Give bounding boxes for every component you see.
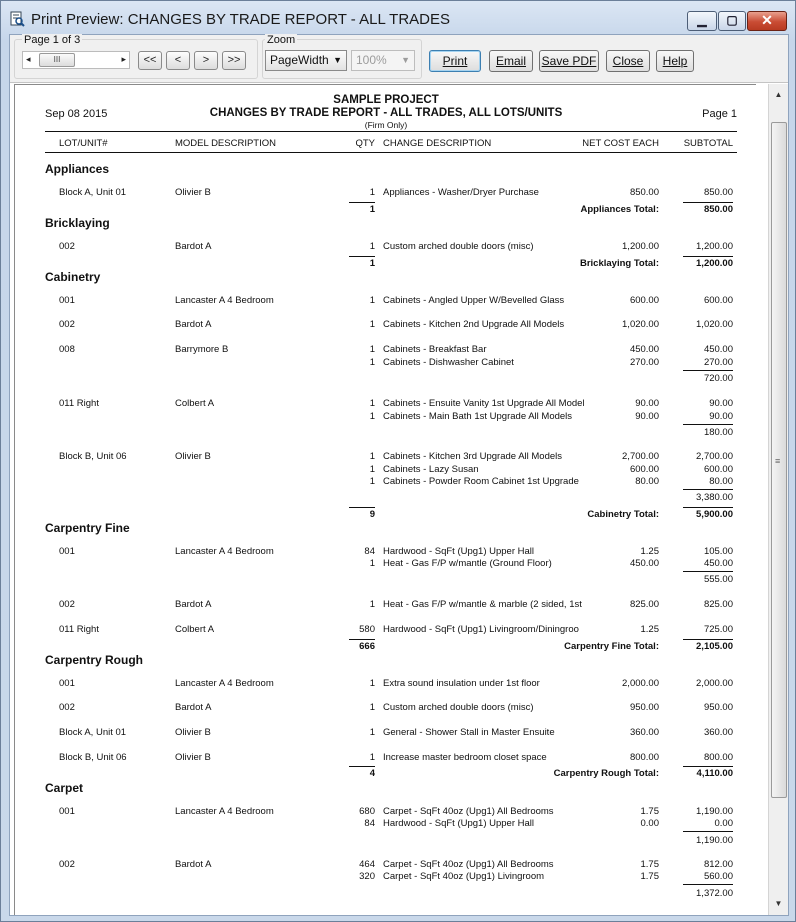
help-button[interactable]: Help bbox=[656, 50, 694, 72]
row-lot: 002 bbox=[59, 859, 75, 870]
row-change: Custom arched double doors (misc) bbox=[383, 702, 534, 713]
row-lot: 011 Right bbox=[59, 398, 99, 409]
section-qty-total: 1 bbox=[369, 258, 375, 269]
row-net-cost: 270.00 bbox=[629, 357, 659, 368]
column-header-qty: QTY bbox=[355, 138, 375, 149]
row-subtotal: 1,200.00 bbox=[696, 241, 733, 252]
zoom-mode-select[interactable] bbox=[265, 50, 347, 71]
row-net-cost: 1,020.00 bbox=[622, 319, 659, 330]
row-model: Lancaster A 4 Bedroom bbox=[175, 678, 274, 689]
scroll-down-icon[interactable]: ▼ bbox=[774, 899, 783, 908]
row-qty: 1 bbox=[369, 599, 375, 610]
save-pdf-button[interactable]: Save PDF bbox=[539, 50, 599, 72]
row-subtotal: 105.00 bbox=[703, 546, 733, 557]
row-model: Colbert A bbox=[175, 398, 215, 409]
row-net-cost: 450.00 bbox=[629, 558, 659, 569]
row-net-cost: 450.00 bbox=[629, 344, 659, 355]
report-title: CHANGES BY TRADE REPORT - ALL TRADES, ALL LOTS/UNITS bbox=[209, 107, 563, 119]
row-model: Olivier B bbox=[175, 187, 211, 198]
scrollbar-thumb[interactable] bbox=[771, 122, 787, 798]
section-total-amount: 4,110.00 bbox=[696, 768, 733, 779]
column-header-subtotal: SUBTOTAL bbox=[683, 138, 733, 149]
row-subtotal: 2,700.00 bbox=[696, 451, 733, 462]
window-title: Print Preview: CHANGES BY TRADE REPORT - ALL TRADES bbox=[31, 11, 451, 28]
maximize-button[interactable] bbox=[718, 11, 746, 31]
previous-page-button[interactable]: < bbox=[166, 51, 190, 70]
row-group-subtotal: 1,372.00 bbox=[696, 888, 733, 899]
row-net-cost: 1.25 bbox=[640, 546, 659, 557]
next-page-button[interactable]: > bbox=[194, 51, 218, 70]
close-icon: ✕ bbox=[761, 12, 773, 28]
row-net-cost: 90.00 bbox=[635, 398, 659, 409]
row-group-subtotal: 180.00 bbox=[703, 427, 733, 438]
column-header-divider bbox=[45, 152, 737, 153]
row-lot: 002 bbox=[59, 319, 75, 330]
row-net-cost: 1.75 bbox=[640, 859, 659, 870]
row-net-cost: 950.00 bbox=[629, 702, 659, 713]
row-group-subtotal: 1,190.00 bbox=[696, 835, 733, 846]
row-qty: 1 bbox=[369, 357, 375, 368]
row-qty: 1 bbox=[369, 344, 375, 355]
minimize-button[interactable] bbox=[687, 11, 717, 31]
row-subtotal: 950.00 bbox=[703, 702, 733, 713]
page-scrollbar[interactable] bbox=[22, 51, 130, 69]
qty-total-underline bbox=[349, 202, 375, 203]
report-page-number: Page 1 bbox=[702, 108, 737, 120]
chevron-down-icon: ▼ bbox=[401, 55, 410, 65]
section-qty-total: 4 bbox=[369, 768, 375, 779]
row-qty: 1 bbox=[369, 476, 375, 487]
row-model: Barrymore B bbox=[175, 344, 229, 355]
row-change: Cabinets - Angled Upper W/Bevelled Glass bbox=[383, 295, 565, 306]
header-divider bbox=[45, 131, 737, 132]
row-subtotal: 600.00 bbox=[703, 295, 733, 306]
row-change: Cabinets - Dishwasher Cabinet bbox=[383, 357, 514, 368]
subtotal-underline bbox=[683, 424, 733, 425]
page-indicator: Page 1 of 3 bbox=[24, 34, 81, 46]
amount-total-underline bbox=[683, 202, 733, 203]
subtotal-underline bbox=[683, 884, 733, 885]
section-total-amount: 2,105.00 bbox=[696, 641, 733, 652]
row-change: Increase master bedroom closet space bbox=[383, 752, 547, 763]
row-subtotal: 850.00 bbox=[703, 187, 733, 198]
row-model: Bardot A bbox=[175, 319, 212, 330]
subtotal-underline bbox=[683, 831, 733, 832]
row-change: Hardwood - SqFt (Upg1) Livingroom/Diningroo bbox=[383, 624, 579, 635]
row-change: Custom arched double doors (misc) bbox=[383, 241, 534, 252]
print-button[interactable]: Print bbox=[429, 50, 481, 72]
row-lot: 001 bbox=[59, 678, 75, 689]
row-net-cost: 1.75 bbox=[640, 871, 659, 882]
row-net-cost: 600.00 bbox=[629, 295, 659, 306]
row-subtotal: 270.00 bbox=[703, 357, 733, 368]
row-net-cost: 800.00 bbox=[629, 752, 659, 763]
section-qty-total: 666 bbox=[359, 641, 375, 652]
scroll-left-icon[interactable]: ◂ bbox=[26, 54, 31, 64]
vertical-scrollbar[interactable] bbox=[768, 84, 788, 915]
row-lot: Block B, Unit 06 bbox=[59, 451, 127, 462]
subtotal-underline bbox=[683, 489, 733, 490]
section-total-label: Carpentry Rough Total: bbox=[553, 768, 659, 779]
report-date: Sep 08 2015 bbox=[45, 108, 108, 120]
last-page-button[interactable]: >> bbox=[222, 51, 246, 70]
row-lot: 001 bbox=[59, 546, 75, 557]
section-qty-total: 1 bbox=[369, 204, 375, 215]
row-group-subtotal: 555.00 bbox=[703, 574, 733, 585]
zoom-percent-value: 100% bbox=[356, 53, 387, 67]
scroll-up-icon[interactable]: ▲ bbox=[774, 90, 783, 99]
row-subtotal: 0.00 bbox=[714, 818, 733, 829]
row-change: Carpet - SqFt 40oz (Upg1) All Bedrooms bbox=[383, 806, 554, 817]
row-lot: 002 bbox=[59, 241, 75, 252]
row-subtotal: 725.00 bbox=[703, 624, 733, 635]
project-name: SAMPLE PROJECT bbox=[333, 94, 439, 106]
row-qty: 1 bbox=[369, 558, 375, 569]
maximize-icon: ▢ bbox=[726, 13, 738, 27]
row-change: Cabinets - Main Bath 1st Upgrade All Models bbox=[383, 411, 573, 422]
row-change: Appliances - Washer/Dryer Purchase bbox=[383, 187, 539, 198]
row-lot: Block A, Unit 01 bbox=[59, 727, 127, 738]
section-total-amount: 5,900.00 bbox=[696, 509, 733, 520]
row-model: Bardot A bbox=[175, 859, 212, 870]
page-scroll-thumb[interactable]: III bbox=[39, 53, 75, 67]
row-net-cost: 1.75 bbox=[640, 806, 659, 817]
row-change: Hardwood - SqFt (Upg1) Upper Hall bbox=[383, 818, 535, 829]
row-net-cost: 360.00 bbox=[629, 727, 659, 738]
row-qty: 1 bbox=[369, 241, 375, 252]
row-model: Colbert A bbox=[175, 624, 215, 635]
row-subtotal: 90.00 bbox=[709, 398, 733, 409]
section-heading: Cabinetry bbox=[45, 270, 101, 284]
row-lot: 002 bbox=[59, 599, 75, 610]
row-subtotal: 90.00 bbox=[709, 411, 733, 422]
amount-total-underline bbox=[683, 766, 733, 767]
close-button[interactable]: Close bbox=[606, 50, 650, 72]
row-subtotal: 2,000.00 bbox=[696, 678, 733, 689]
row-subtotal: 450.00 bbox=[703, 558, 733, 569]
row-lot: 001 bbox=[59, 806, 75, 817]
section-total-label: Bricklaying Total: bbox=[579, 258, 659, 269]
row-change: Cabinets - Kitchen 2nd Upgrade All Models bbox=[383, 319, 565, 330]
row-net-cost: 90.00 bbox=[635, 411, 659, 422]
row-change: Carpet - SqFt 40oz (Upg1) Livingroom bbox=[383, 871, 545, 882]
row-net-cost: 0.00 bbox=[640, 818, 659, 829]
zoom-mode-value: PageWidth bbox=[270, 53, 329, 67]
amount-total-underline bbox=[683, 507, 733, 508]
print-preview-icon bbox=[9, 11, 25, 27]
column-header-change: CHANGE DESCRIPTION bbox=[383, 138, 492, 149]
subtotal-underline bbox=[683, 370, 733, 371]
row-change: Cabinets - Kitchen 3rd Upgrade All Models bbox=[383, 451, 563, 462]
row-lot: Block B, Unit 06 bbox=[59, 752, 127, 763]
qty-total-underline bbox=[349, 639, 375, 640]
section-heading: Carpet bbox=[45, 781, 84, 795]
row-change: General - Shower Stall in Master Ensuite bbox=[383, 727, 555, 738]
scroll-right-icon[interactable]: ▸ bbox=[121, 54, 126, 64]
row-qty: 84 bbox=[364, 546, 375, 557]
toolbar bbox=[10, 35, 788, 83]
row-model: Bardot A bbox=[175, 241, 212, 252]
row-model: Lancaster A 4 Bedroom bbox=[175, 806, 274, 817]
title-bar[interactable] bbox=[1, 1, 795, 35]
section-qty-total: 9 bbox=[369, 509, 375, 520]
row-change: Cabinets - Breakfast Bar bbox=[383, 344, 487, 355]
column-header-model: MODEL DESCRIPTION bbox=[175, 138, 276, 149]
qty-total-underline bbox=[349, 256, 375, 257]
row-lot: 002 bbox=[59, 702, 75, 713]
row-model: Lancaster A 4 Bedroom bbox=[175, 546, 274, 557]
column-header-lot: LOT/UNIT# bbox=[59, 138, 108, 149]
row-qty: 680 bbox=[359, 806, 375, 817]
row-subtotal: 800.00 bbox=[703, 752, 733, 763]
row-net-cost: 825.00 bbox=[629, 599, 659, 610]
row-lot: Block A, Unit 01 bbox=[59, 187, 127, 198]
row-qty: 1 bbox=[369, 411, 375, 422]
chevron-down-icon: ▼ bbox=[333, 55, 342, 65]
row-qty: 1 bbox=[369, 398, 375, 409]
section-total-label: Appliances Total: bbox=[580, 204, 659, 215]
row-change: Cabinets - Lazy Susan bbox=[383, 464, 479, 475]
row-change: Heat - Gas F/P w/mantle & marble (2 sided, 1st bbox=[383, 599, 582, 610]
report-subtitle: (Firm Only) bbox=[364, 120, 408, 130]
row-subtotal: 560.00 bbox=[703, 871, 733, 882]
row-change: Hardwood - SqFt (Upg1) Upper Hall bbox=[383, 546, 535, 557]
row-net-cost: 1.25 bbox=[640, 624, 659, 635]
row-qty: 580 bbox=[359, 624, 375, 635]
row-subtotal: 600.00 bbox=[703, 464, 733, 475]
row-net-cost: 2,000.00 bbox=[622, 678, 659, 689]
row-net-cost: 80.00 bbox=[635, 476, 659, 487]
row-subtotal: 1,020.00 bbox=[696, 319, 733, 330]
row-net-cost: 850.00 bbox=[629, 187, 659, 198]
row-qty: 464 bbox=[359, 859, 375, 870]
section-total-amount: 1,200.00 bbox=[696, 258, 733, 269]
section-heading: Carpentry Rough bbox=[45, 653, 144, 667]
email-button[interactable]: Email bbox=[489, 50, 533, 72]
section-heading: Carpentry Fine bbox=[45, 521, 130, 535]
zoom-label: Zoom bbox=[267, 34, 296, 46]
row-lot: 011 Right bbox=[59, 624, 99, 635]
row-net-cost: 600.00 bbox=[629, 464, 659, 475]
row-model: Olivier B bbox=[175, 752, 211, 763]
section-total-label: Cabinetry Total: bbox=[587, 509, 659, 520]
row-qty: 1 bbox=[369, 451, 375, 462]
row-change: Cabinets - Ensuite Vanity 1st Upgrade All Model bbox=[383, 398, 585, 409]
report-page bbox=[14, 84, 756, 915]
zoom-percent-select[interactable] bbox=[351, 50, 415, 71]
row-group-subtotal: 3,380.00 bbox=[696, 492, 733, 503]
section-total-amount: 850.00 bbox=[703, 204, 733, 215]
row-qty: 1 bbox=[369, 187, 375, 198]
row-qty: 1 bbox=[369, 319, 375, 330]
grip-icon: ≡ bbox=[775, 456, 781, 466]
first-page-button[interactable]: << bbox=[138, 51, 162, 70]
row-group-subtotal: 720.00 bbox=[703, 373, 733, 384]
close-window-button[interactable] bbox=[747, 11, 787, 31]
row-qty: 1 bbox=[369, 678, 375, 689]
row-change: Cabinets - Powder Room Cabinet 1st Upgrade bbox=[383, 476, 579, 487]
row-model: Olivier B bbox=[175, 451, 211, 462]
row-subtotal: 80.00 bbox=[709, 476, 733, 487]
row-qty: 1 bbox=[369, 727, 375, 738]
amount-total-underline bbox=[683, 256, 733, 257]
minimize-icon: ▁ bbox=[697, 13, 707, 27]
preview-area[interactable] bbox=[10, 84, 768, 915]
column-header-net-cost: NET COST EACH bbox=[582, 138, 659, 149]
section-heading: Bricklaying bbox=[45, 216, 110, 230]
row-net-cost: 1,200.00 bbox=[622, 241, 659, 252]
amount-total-underline bbox=[683, 639, 733, 640]
row-net-cost: 2,700.00 bbox=[622, 451, 659, 462]
section-heading: Appliances bbox=[45, 162, 110, 176]
row-model: Bardot A bbox=[175, 702, 212, 713]
row-qty: 1 bbox=[369, 702, 375, 713]
row-subtotal: 360.00 bbox=[703, 727, 733, 738]
row-subtotal: 450.00 bbox=[703, 344, 733, 355]
row-qty: 1 bbox=[369, 464, 375, 475]
row-change: Extra sound insulation under 1st floor bbox=[383, 678, 540, 689]
qty-total-underline bbox=[349, 766, 375, 767]
row-qty: 1 bbox=[369, 295, 375, 306]
client-area bbox=[9, 34, 789, 916]
row-subtotal: 825.00 bbox=[703, 599, 733, 610]
row-subtotal: 1,190.00 bbox=[696, 806, 733, 817]
row-model: Olivier B bbox=[175, 727, 211, 738]
row-qty: 84 bbox=[364, 818, 375, 829]
row-change: Carpet - SqFt 40oz (Upg1) All Bedrooms bbox=[383, 859, 554, 870]
row-model: Bardot A bbox=[175, 599, 212, 610]
row-lot: 008 bbox=[59, 344, 75, 355]
row-subtotal: 812.00 bbox=[703, 859, 733, 870]
row-lot: 001 bbox=[59, 295, 75, 306]
row-model: Lancaster A 4 Bedroom bbox=[175, 295, 274, 306]
subtotal-underline bbox=[683, 571, 733, 572]
qty-total-underline bbox=[349, 507, 375, 508]
row-qty: 320 bbox=[359, 871, 375, 882]
section-total-label: Carpentry Fine Total: bbox=[564, 641, 659, 652]
row-qty: 1 bbox=[369, 752, 375, 763]
row-change: Heat - Gas F/P w/mantle (Ground Floor) bbox=[383, 558, 552, 569]
